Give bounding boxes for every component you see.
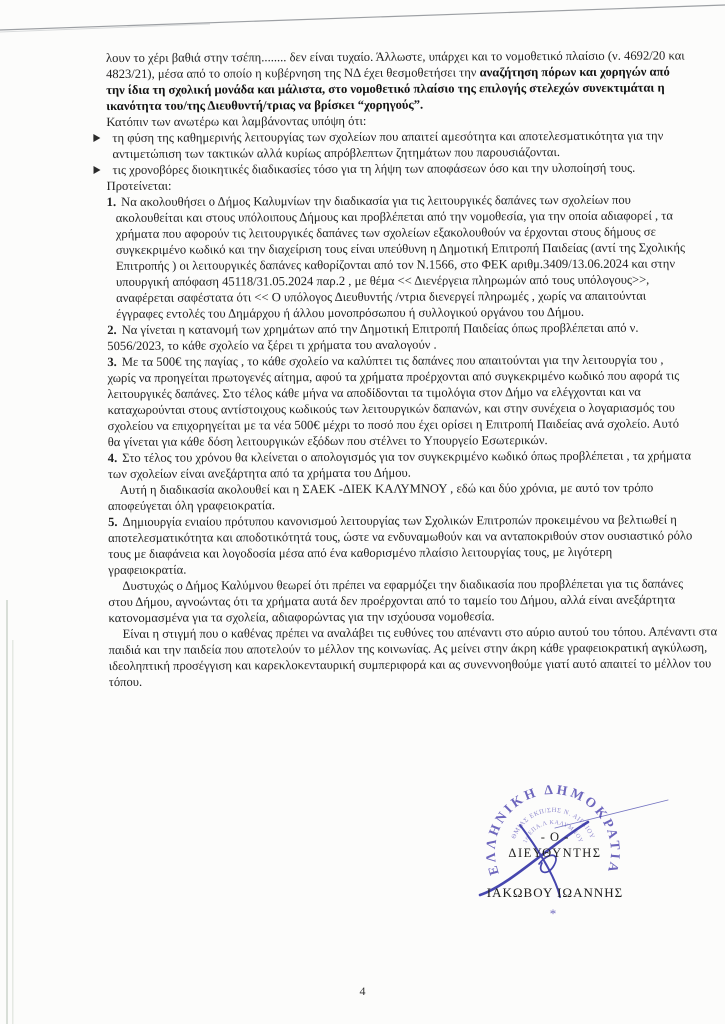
- stamp-inner-text-top: ΘΜΙΑΣ ΕΚΠ/ΣΗΣ Ν. ΑΙΓΑΙΟΥ: [510, 806, 596, 840]
- signature-stroke: [555, 800, 668, 828]
- paragraph-intro: Κατόπιν των ανωτέρω και λαμβάνοντας υπόψη ότι:: [106, 113, 367, 129]
- proposal-label: Προτείνεται:: [106, 178, 172, 193]
- item-number: 4.: [107, 450, 118, 465]
- paragraph-unfortunately: Δυστυχώς ο Δήμος Καλύμνου θεωρεί ότι πρέπει να εφαρμόζει την διαδικασία που προβλέπεται για τις δαπάνες στου Δήμου, αγνοώντας ότι τα χρήματα αυτά δεν προέρχονται από το ταμείο του Δήμου, αλλά είναι ανεξάρτητα κατονομασμένα για τα σχολεία, αδιαφορώντας για την ισχύουσα νομοθεσία.: [108, 576, 684, 625]
- scan-edge-line: [0, 5, 725, 30]
- paragraph-closing: Είναι η στιγμή που ο καθένας πρέπει να αναλάβει τις ευθύνες του απέναντι στο αύριο αυτού του τόπου. Απέναντι στα παιδιά και την παιδεία που αποτελούν το μέλλον της κοινωνίας. Ας μείνει στην άκρη κάθε γραφειοκρατική αγκύλωση, ιδεοληπτική προσέγγιση και καρεκλοκενταυρική συμπεριφορά και ας συνεννοηθούμε γιατί αυτό απαιτεί το μέλλον του τόπου.: [108, 624, 718, 689]
- numbered-item-3: [107, 351, 692, 450]
- paragraph-saek: Αυτή η διαδικασία ακολουθεί και η ΣΑΕΚ -ΔΙΕΚ ΚΑΛΥΜΝΟΥ , εδώ και δύο χρόνια, με αυτό τον τρόπο αποφεύγεται όλη γραφειοκρατία.: [107, 480, 654, 513]
- arrow-bullet-icon: [93, 134, 100, 142]
- numbered-item-5: [108, 511, 693, 578]
- list-item: [91, 127, 691, 162]
- numbered-item-1: [107, 191, 693, 322]
- letter-body: [106, 47, 718, 690]
- item-number: 5.: [108, 514, 118, 529]
- stamp-bottom-star: *: [549, 906, 557, 921]
- signature-role: ΔΙΕΥΘΥΝΤΗΣ: [508, 846, 602, 860]
- page-number: 4: [359, 984, 366, 998]
- signature-dash-o: - Ο -: [540, 830, 570, 844]
- scan-edge-line-shadow: [0, 24, 210, 32]
- list-item: [91, 159, 691, 178]
- numbered-item-2: [107, 319, 692, 354]
- paragraph-legal-context: [106, 47, 691, 114]
- scan-streak: [6, 600, 8, 1024]
- item-number: 2.: [107, 322, 117, 337]
- item-text: Δημιουργία ενιαίου πρότυπου κανονισμού λειτουργίας των Σχολικών Επιτροπών προκειμένου να βελτιωθεί η αποτελεσματικότητα και αποδοτικότητά τους, ώστε να ενδυναμωθούν και να ανταποκριθούν στον ουσιαστικό ρόλο τους με διαφάνεια και λογοδοσία μέσα από ένα καθορισμένο πλαίσιο λειτουργίας τους, με λιγότερη γραφειοκρατία.: [108, 512, 693, 577]
- list-item-text: τη φύση της καθημερινής λειτουργίας των σχολείων που απαιτεί αμεσότητα και αποτελεσματικότητα για την αντιμετώπιση των τακτικών αλλά κυρίως απρόβλεπτων ζητημάτων που παρουσιάζονται.: [112, 128, 664, 161]
- stamp-inner-text-mid: 1ο ΕΠΑ.Λ ΚΑΛΥΜΝΟΥ: [522, 819, 584, 845]
- arrow-bullet-icon: [94, 166, 101, 174]
- paragraph-text: λουν το χέρι βαθιά στην τσέπη........ δεν είναι τυχαίο. Άλλωστε, υπάρχει και το νομοθετικό πλαίσιο (ν. 4692/20 και 4823/21), μέσα από το οποίο η κυβέρνηση της ΝΔ έχει θεσμοθετήσει την: [106, 48, 685, 81]
- numbered-item-4: [108, 447, 693, 482]
- signature-block: [455, 830, 655, 900]
- item-number: 1.: [106, 194, 117, 209]
- item-text: Να γίνεται η κατανομή των χρημάτων από την Δημοτική Επιτροπή Παιδείας όπως προβλέπεται από ν. 5056/2023, το κάθε σχολείο να ξέρει τι χρήματα του αναλογούν .: [107, 320, 639, 353]
- scan-streak: [12, 640, 14, 1024]
- item-text: Με τα 500€ της παγίας , το κάθε σχολείο να καλύπτει τις δαπάνες που απαιτούνται για την λειτουργία του , χωρίς να προηγείται πρωτογενές αίτημα, αφού τα χρήματα προέρχονται από συγκεκριμένο κωδικό που αφορά τις λειτουργικές δαπάνες. Στο τέλος κάθε μήνα να αποδίδονται τα τιμολόγια στον Δήμο να ελέγχονται και να καταχωρούνται στους αντίστοιχους κωδικούς των λειτουργικών δαπανών, και στην συνέχεια ο λογαριασμός του σχολείου να επιχορηγείται με τα νέα 500€ μέχρι το ποσό που έχει ορίσει η Επιτροπή Παιδείας ανά σχολείο. Αυτό θα γίνεται για κάθε δόση λειτουργικών εξόδων που στέλνει το Υπουργείο Εσωτερικών.: [107, 352, 680, 449]
- item-number: 3.: [107, 354, 117, 369]
- stamp-outer-text: ΕΛΛΗΝΙΚΗ ΔΗΜΟΚΡΑΤΙΑ: [482, 781, 624, 877]
- item-text: Να ακολουθήσει ο Δήμος Καλυμνίων την διαδικασία για τις λειτουργικές δαπάνες των σχολείων που ακολουθείται και στους υπόλοιπους Δήμους και προβλέπεται από την νομοθεσία, για την οποία αδιαφορεί , τα χρήματα που αφορούν τις λειτουργικές δαπάνες των σχολείων εξακολουθούν να έρχονται στους δήμους σε συγκεκριμένο κωδικό και την διαχείριση τους είναι υπεύθυνη η Δημοτική Επιτροπή Παιδείας (αντί της Σχολικής Επιτροπής ) οι λειτουργικές δαπάνες καθορίζονται από τον Ν.1566, στο ΦΕΚ αριθμ.3409/13.06.2024 και στην υπουργική απόφαση 45118/31.05.2024 παρ.2 , με θέμα << Διενέργεια πληρωμών από τους υπόλογους>>, αναφέρεται σαφέστατα ότι << Ο υπόλογος Διευθυντής /ντρια διενεργεί πληρωμές , χωρίς να απαιτούνται έγγραφες εντολές του Δημάρχου ή άλλου μονοπρόσωπου ή συλλογικού οργάνου του Δήμου.: [115, 192, 685, 321]
- item-text: Στο τέλος του χρόνου θα κλείνεται ο απολογισμός για τον συγκεκριμένο κωδικό όπως προβλέπεται , τα χρήματα των σχολείων είναι ανεξάρτητα από τα χρήματα του Δήμου.: [107, 448, 692, 481]
- consideration-list: [91, 127, 691, 178]
- paragraph-bold-text: αναζήτηση πόρων και χορηγών από την ίδια τη σχολική μονάδα και μάλιστα, στο νομοθετικό πλαίσιο της επιλογής στελεχών συνεκτιμάται η ικανότητα του/της Διευθυντή/τριας να βρίσκει “χορηγούς”.: [106, 64, 670, 113]
- list-item-text: τις χρονοβόρες διοικητικές διαδικασίες τόσο για τη λήψη των αποφάσεων όσο και την υλοποίησή τους.: [112, 160, 636, 177]
- signature-name: ΙΑΚΩΒΟΥ ΙΩΑΝΝΗΣ: [486, 885, 624, 900]
